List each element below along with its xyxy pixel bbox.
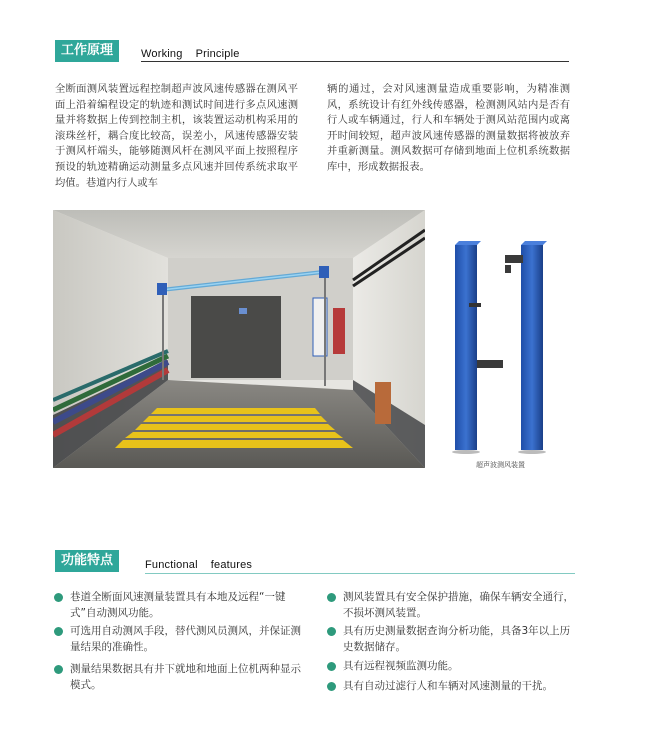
bullet-icon: [327, 662, 336, 671]
section-title-en: Functional features: [145, 559, 253, 571]
section-divider: [145, 573, 575, 574]
section-header-functional-features: [55, 550, 575, 574]
feature-item: [327, 679, 577, 695]
bullet-icon: [327, 593, 336, 602]
feature-item: [327, 624, 577, 655]
section-title-en: Working Principle: [141, 48, 240, 60]
feature-item: [327, 659, 577, 675]
section-divider: [141, 61, 569, 62]
feature-text: 可选用自动测风手段，替代测风员测风，并保证测量结果的准确性。: [70, 625, 301, 653]
bullet-icon: [327, 682, 336, 691]
feature-item: [54, 624, 304, 655]
feature-text: 具有自动过滤行人和车辆对风速测量的干扰。: [343, 680, 553, 692]
feature-text: 测风装置具有安全保护措施，确保车辆安全通行，不损坏测风装置。: [343, 591, 574, 619]
bullet-icon: [54, 593, 63, 602]
ultrasonic-device-illustration: [425, 215, 575, 473]
intro-paragraph-right: 辆的通过，会对风速测量造成重要影响，为精准测风，系统设计有红外线传感器，检测测风站内是否有行人或车辆通过，行人和车辆处于测风站范围内或离开时间较短，超声波风速传感器的测量数据将被放弃并重新测量。测风数据可存储到地面上位机系统数据库中，形成数据报表。: [327, 83, 570, 173]
bullet-icon: [54, 627, 63, 636]
bullet-icon: [54, 665, 63, 674]
section-title-cn: 功能特点: [55, 550, 119, 572]
feature-text: 测量结果数据具有井下就地和地面上位机两种显示模式。: [70, 663, 301, 691]
section-header-working-principle: [55, 40, 570, 64]
feature-item: [54, 590, 304, 621]
device-caption: 超声波测风装置: [476, 461, 525, 469]
feature-item: [327, 590, 577, 621]
feature-item: [54, 662, 304, 693]
section-title-cn: 工作原理: [55, 40, 119, 62]
feature-text: 巷道全断面风速测量装置具有本地及远程“一键式”自动测风功能。: [70, 591, 286, 619]
feature-text: 具有远程视频监测功能。: [343, 660, 459, 672]
intro-paragraph-left: 全断面测风装置远程控制超声波风速传感器在测风平面上沿着编程设定的轨迹和测试时间进行多点风速测量并将数据上传到控制主机，该装置运动机构采用的滚珠丝杆，耦合度比较高，误差小，风速传感器安装于测风杆端头，能够随测风杆在测风平面上按照程序预设的轨迹精确运动测量多点风速并回传系统求取平均值。巷道内行人或车: [55, 83, 298, 189]
bullet-icon: [327, 627, 336, 636]
tunnel-scene: [53, 210, 425, 468]
tunnel-illustration: [53, 210, 425, 468]
device-towers: [425, 215, 575, 473]
feature-text: 具有历史测量数据查询分析功能，具备3年以上历史数据储存。: [343, 625, 571, 653]
